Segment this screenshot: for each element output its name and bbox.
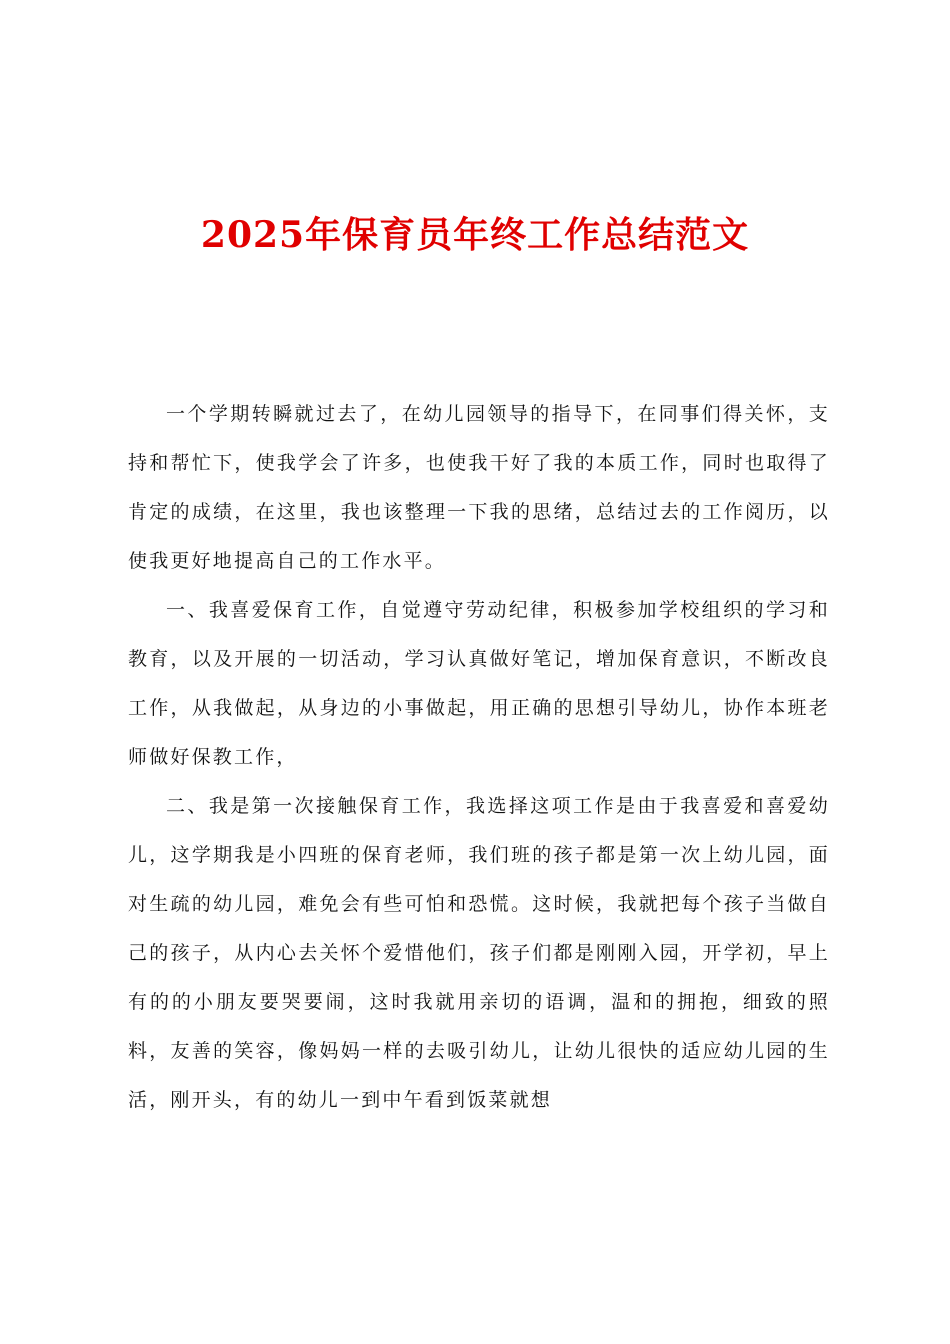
document-title: 2025年保育员年终工作总结范文: [200, 214, 750, 256]
document-body: [128, 390, 830, 1125]
paragraph-section-one: 一、我喜爱保育工作，自觉遵守劳动纪律，积极参加学校组织的学习和教育，以及开展的一切活动，学习认真做好笔记，增加保育意识，不断改良工作，从我做起，从身边的小事做起，用正确的思想引导幼儿，协作本班老师做好保教工作，: [128, 599, 830, 768]
paragraph-intro: 一个学期转瞬就过去了，在幼儿园领导的指导下，在同事们得关怀，支持和帮忙下，使我学会了许多，也使我干好了我的本质工作，同时也取得了肯定的成绩，在这里，我也该整理一下我的思绪，总结过去的工作阅历，以使我更好地提高自己的工作水平。: [128, 403, 830, 572]
paragraph-section-two: 二、我是第一次接触保育工作，我选择这项工作是由于我喜爱和喜爱幼儿，这学期我是小四班的保育老师，我们班的孩子都是第一次上幼儿园，面对生疏的幼儿园，难免会有些可怕和恐慌。这时候，我就把每个孩子当做自己的孩子，从内心去关怀个爱惜他们，孩子们都是刚刚入园，开学初，早上有的的小朋友要哭要闹，这时我就用亲切的语调，温和的拥抱，细致的照料，友善的笑容，像妈妈一样的去吸引幼儿，让幼儿很快的适应幼儿园的生活，刚开头，有的幼儿一到中午看到饭菜就想: [128, 795, 830, 1111]
